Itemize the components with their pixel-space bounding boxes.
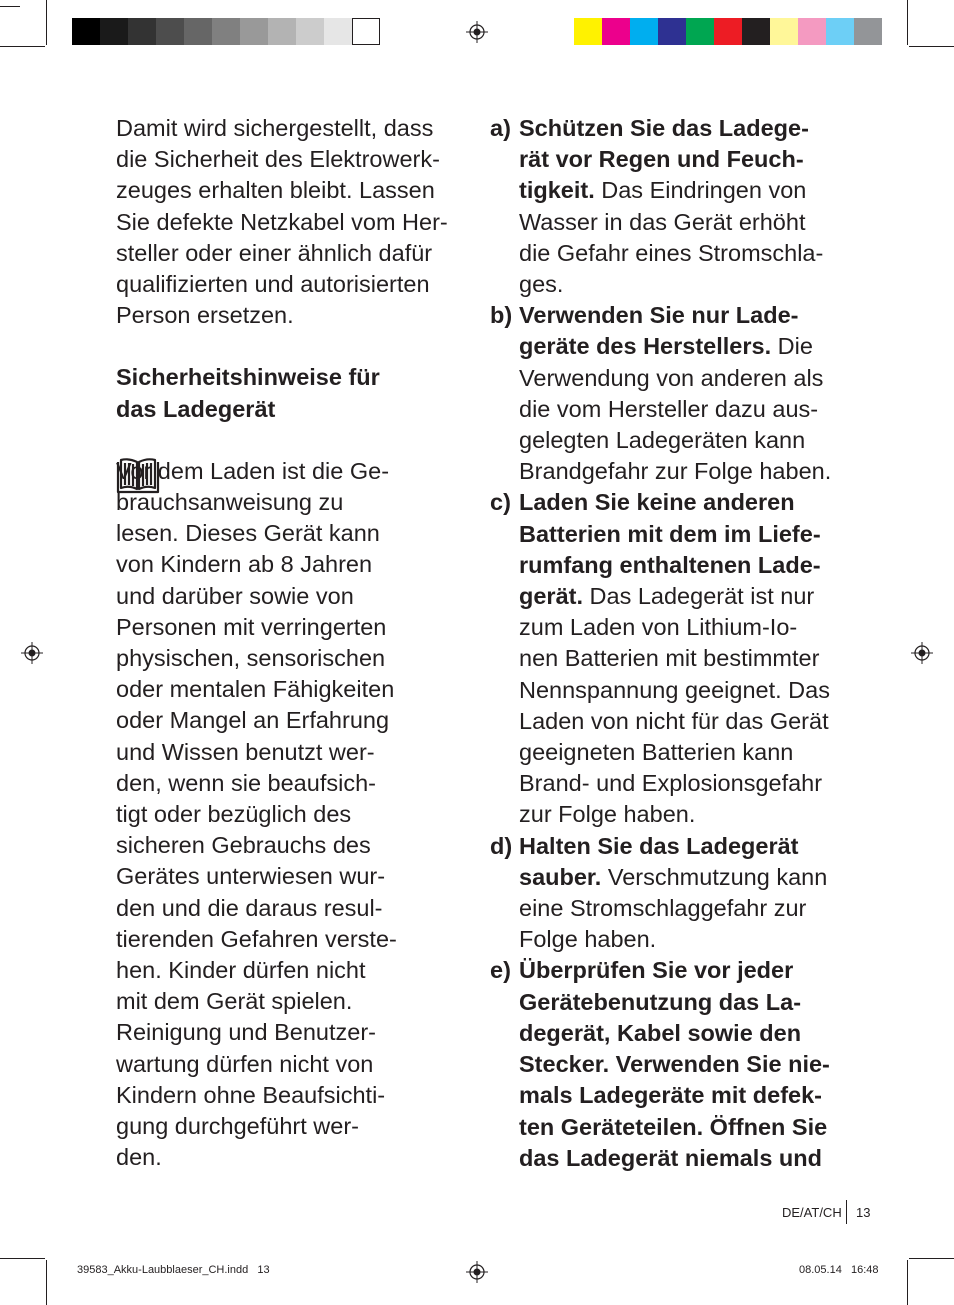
list-item-text: Die Verwendung von anderen als die vom Hersteller dazu aus- gelegten Ladegeräten kann Brandgefahr zur Folge haben. — [519, 333, 832, 485]
color-swatch — [268, 18, 296, 45]
manual-notice — [116, 456, 461, 1174]
slug-file-name: 39583_Akku-Laubblaeser_CH.indd 13 — [77, 1264, 270, 1276]
color-swatch — [742, 18, 770, 45]
color-swatch — [770, 18, 798, 45]
color-swatch — [352, 18, 380, 45]
bleed-mark-top-left — [0, 6, 20, 7]
footer-region: DE/AT/CH — [782, 1205, 842, 1220]
intro-paragraph: Damit wird sichergestellt, dass die Sicherheit des Elektrowerk- zeuges erhalten bleibt. Lassen Sie defekte Netzkabel vom Her- steller oder einer ähnlich dafür qualifizierten und autorisierten Person ersetzen. — [116, 115, 448, 329]
list-item-d — [490, 831, 842, 956]
color-swatch — [686, 18, 714, 45]
page-number: 13 — [856, 1205, 871, 1220]
crop-mark-bottom-left-v — [46, 1260, 47, 1305]
list-item-text: Verschmutzung kann eine Stromschlaggefahr zur Folge haben. — [519, 863, 828, 953]
color-swatch — [798, 18, 826, 45]
color-swatch — [156, 18, 184, 45]
section-heading: Sicherheitshinweise für das Ladegerät — [116, 364, 380, 422]
color-swatch — [128, 18, 156, 45]
footer-divider — [846, 1200, 847, 1224]
list-item-label: a) — [490, 115, 511, 141]
right-column — [490, 113, 842, 1174]
list-item-bold: Halten Sie das Ladegerät sauber. — [519, 832, 799, 890]
list-item-b — [490, 300, 842, 487]
color-swatch — [72, 18, 100, 45]
list-item-a — [490, 113, 842, 300]
left-column — [116, 113, 461, 1174]
registration-mark-left-icon — [21, 642, 43, 664]
list-item-label: b) — [490, 302, 513, 329]
list-item-label: c) — [490, 489, 511, 516]
color-swatch — [602, 18, 630, 45]
registration-mark-bottom-icon — [466, 1261, 488, 1283]
notice-text: Vor dem Laden ist die Ge- brauchsanweisung zu lesen. Dieses Gerät kann von Kindern ab 8 Jahren und darüber sowie von Personen mit verringerten physischen, sensorischen oder mentalen Fähigkeiten oder Mangel an Erfahrung und Wissen benutzt wer- den, wenn sie beaufsich- tigt oder bezüglich des sicheren Gebrauchs des Gerätes unterwiesen wur- den und die daraus resul- tierenden Gefahren verste- hen. Kinder dürfen nicht mit dem Gerät spielen. Reinigung und Benutzer- wartung dürfen nicht von Kindern ohne Beaufsichti- gung durchgeführt wer- den. — [116, 457, 397, 1171]
manual-book-icon — [116, 458, 160, 494]
crop-mark-bottom-right-h — [909, 1258, 954, 1259]
color-swatch — [630, 18, 658, 45]
color-swatch — [100, 18, 128, 45]
crop-mark-bottom-right-v — [907, 1260, 908, 1305]
color-swatch — [854, 18, 882, 45]
color-swatch — [658, 18, 686, 45]
list-item-bold: Verwenden Sie nur Lade- geräte des Herstellers. — [519, 302, 799, 360]
color-swatch — [240, 18, 268, 45]
crop-mark-top-left-h — [0, 46, 45, 47]
list-item-bold: Laden Sie keine anderen Batterien mit dem im Liefe- rumfang enthaltenen Lade- gerät. — [519, 489, 821, 610]
color-swatch — [714, 18, 742, 45]
color-swatch — [324, 18, 352, 45]
color-swatch — [184, 18, 212, 45]
crop-mark-bottom-left-h — [0, 1258, 45, 1259]
list-item-text: Das Eindringen von Wasser in das Gerät erhöht die Gefahr eines Stromschla- ges. — [519, 177, 824, 298]
list-item-label: e) — [490, 957, 511, 984]
color-swatch — [296, 18, 324, 45]
color-swatch — [212, 18, 240, 45]
color-swatch — [574, 18, 602, 45]
list-item-bold: Überprüfen Sie vor jeder Gerätebenutzung das La- degerät, Kabel sowie den Stecker. Verwenden Sie nie- mals Ladegeräte mit defek- ten Geräteteilen. Öffnen Sie das Ladegerät niemals und — [519, 957, 830, 1171]
list-item-text: Das Ladegerät ist nur zum Laden von Lithium-Io- nen Batterien mit bestimmter Nennspannung geeignet. Das Laden von nicht für das Gerät geeigneten Batterien kann Brand- und Explosionsgefahr zur Folge haben. — [519, 583, 830, 828]
crop-mark-top-left-v — [46, 0, 47, 45]
registration-mark-top-icon — [466, 21, 488, 43]
slug-date: 08.05.14 16:48 — [799, 1264, 879, 1276]
list-item-e — [490, 955, 842, 1173]
crop-mark-top-right-v — [907, 0, 908, 45]
list-item-bold: Schützen Sie das Ladege- rät vor Regen und Feuch- tigkeit. — [519, 115, 809, 204]
color-swatch — [826, 18, 854, 45]
registration-mark-right-icon — [911, 642, 933, 664]
list-item-c — [490, 487, 842, 830]
crop-mark-top-right-h — [909, 46, 954, 47]
list-item-label: d) — [490, 832, 513, 859]
